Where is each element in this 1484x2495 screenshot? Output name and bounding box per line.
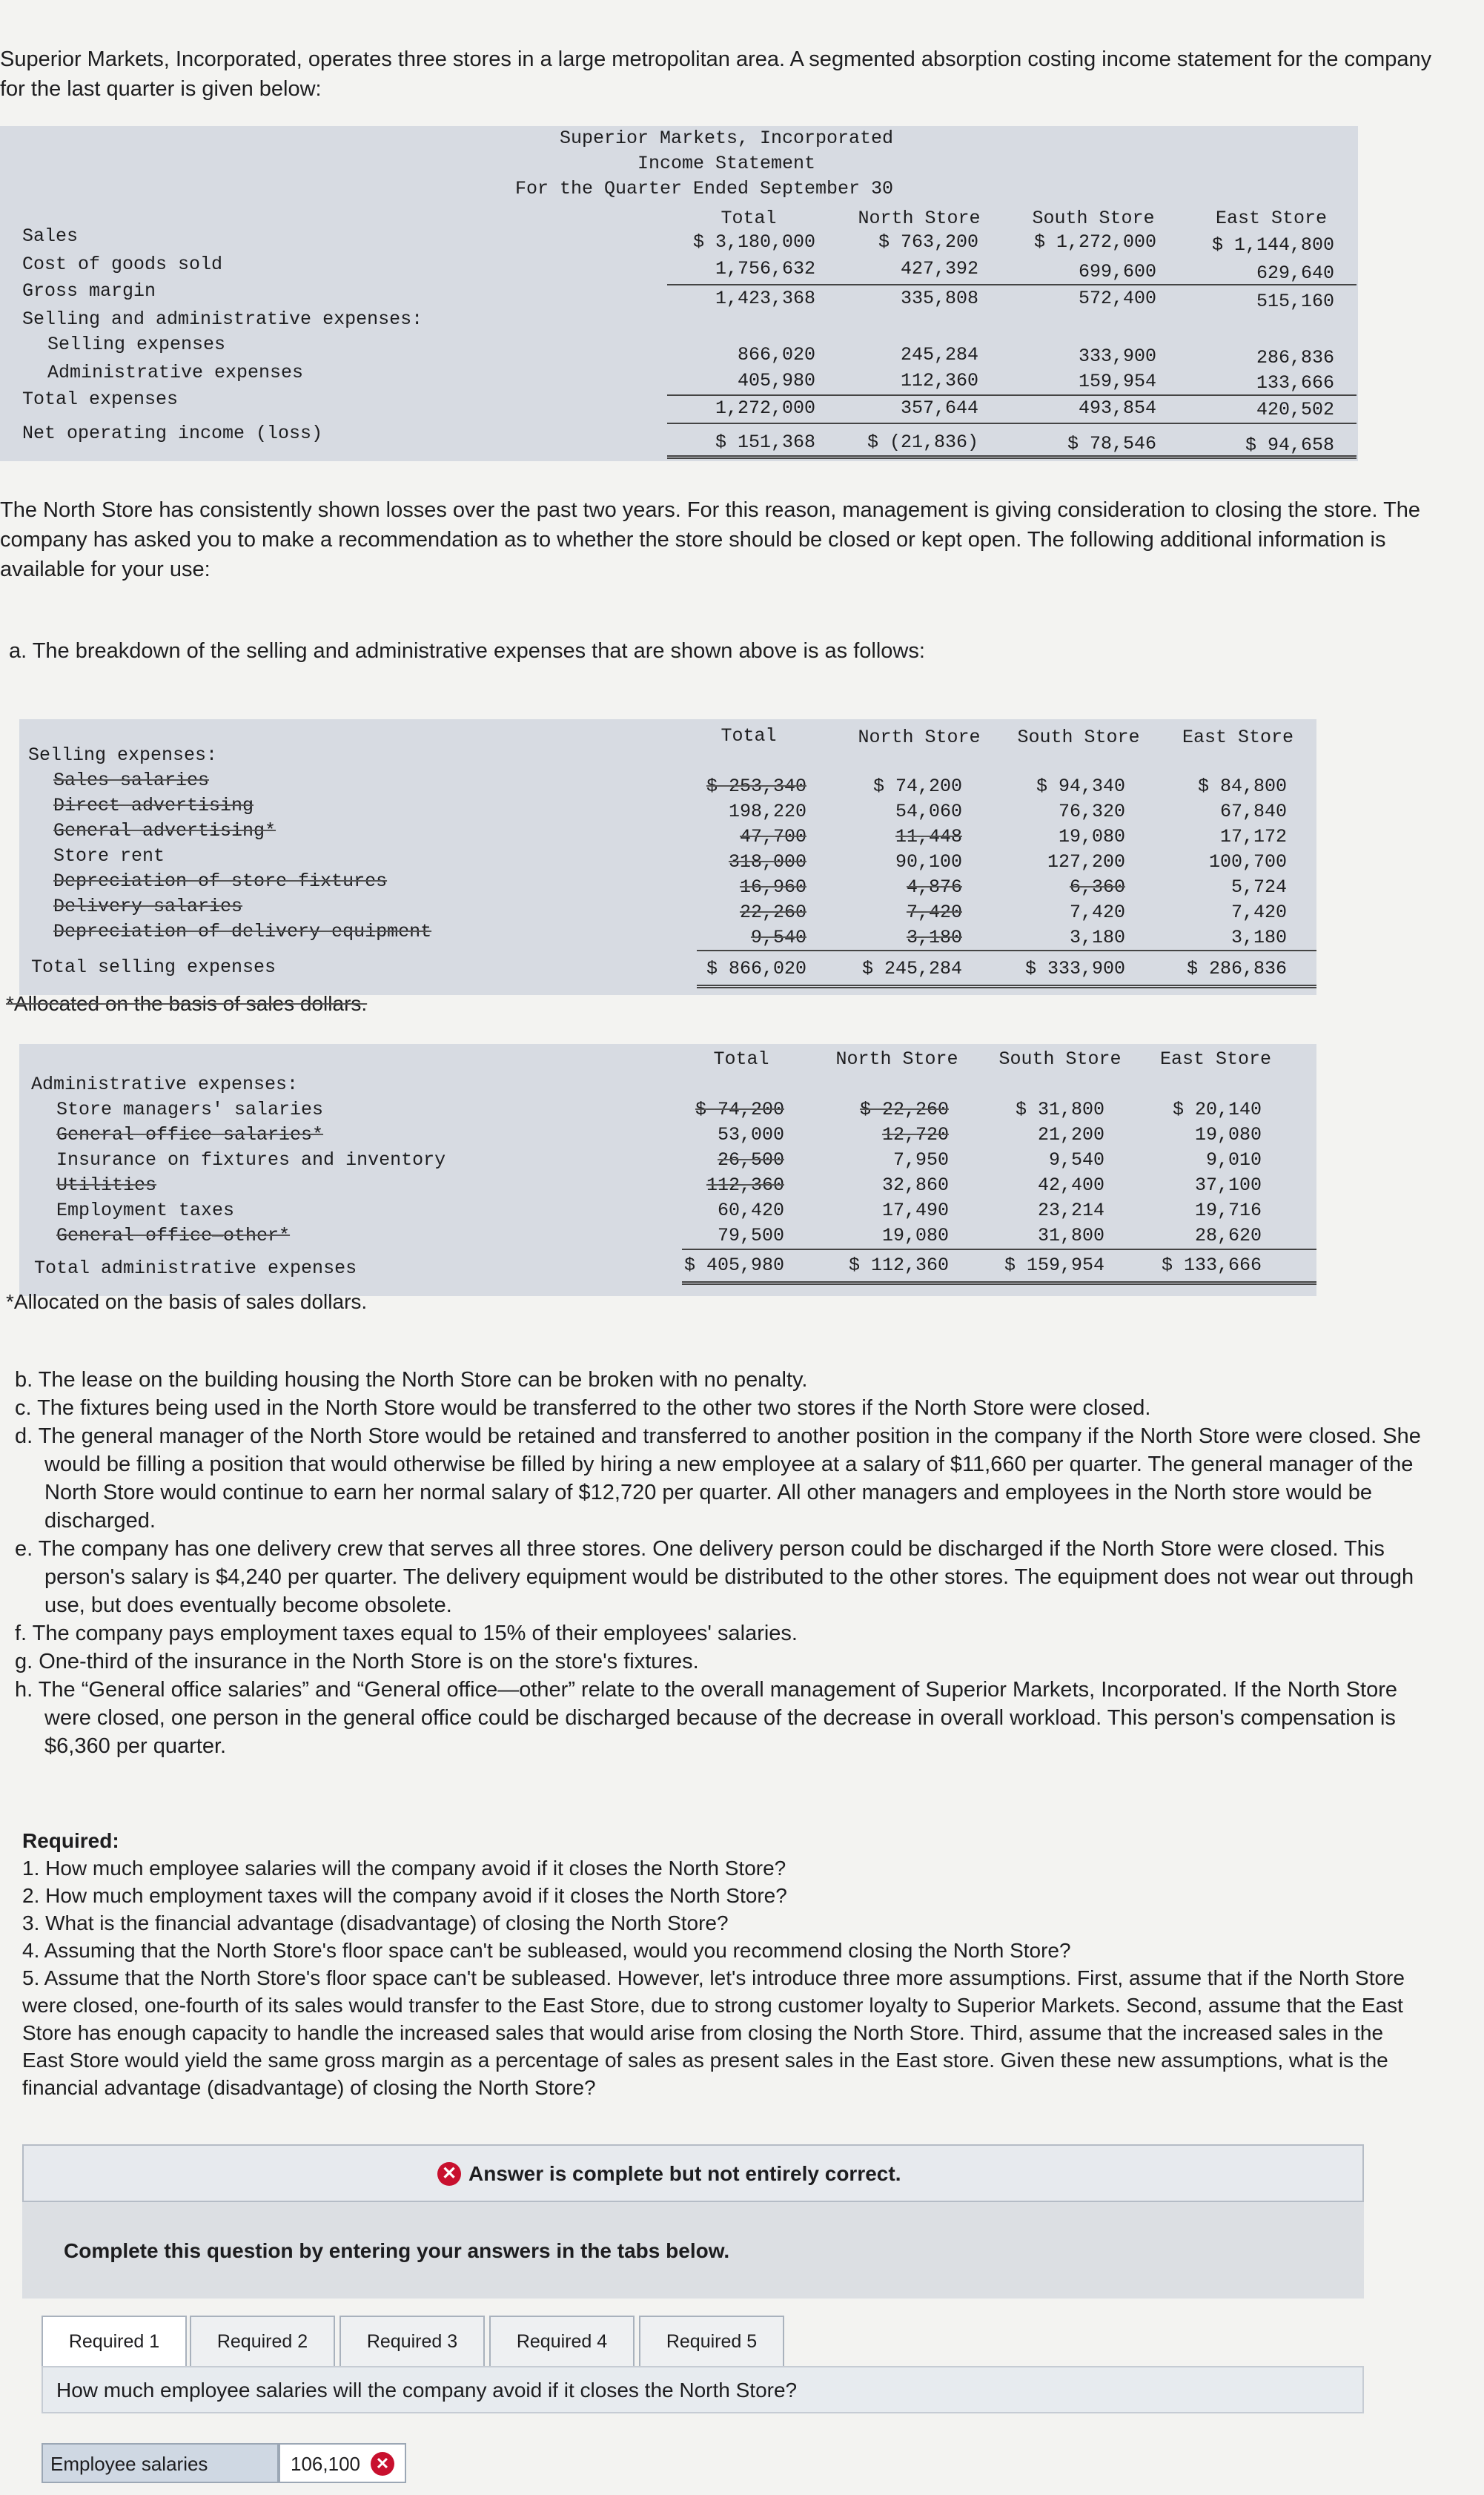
- fact-f: f. The company pays employment taxes equal to 15% of their employees' salaries.: [15, 1622, 798, 1645]
- sel-cell: 7,420: [906, 902, 962, 923]
- required-item-5: 5. Assume that the North Store's floor space can't be subleased. However, let's introduce three more assumptions. First, assume that if the North Store were closed, one-fourth of its sales would transfer to the East Store, due to strong customer loyalty to Superior Markets. Second, assume that the East Store has enough capacity to handle the increased sales that would arise from closing the North Store. Third, assume that the increased sales in the East Store would yield the same gross margin as a percentage of sales as present sales in the East store. Given these new assumptions, what is the financial advantage (disadvantage) of closing the North Store?: [22, 1966, 1405, 2099]
- is-cell: 629,640: [1256, 262, 1334, 284]
- adm-cell: 19,080: [881, 1225, 949, 1246]
- sel-cell: 318,000: [728, 851, 806, 873]
- sel-total-cell: $ 245,284: [861, 958, 962, 979]
- sel-row-label: Store rent: [53, 845, 165, 867]
- is-cell: $ 78,546: [1067, 433, 1156, 455]
- sel-cell: 198,220: [728, 801, 806, 822]
- adm-cell: 26,500: [717, 1149, 784, 1171]
- adm-cell: 31,800: [1037, 1225, 1104, 1246]
- sel-cell: 47,700: [739, 826, 806, 847]
- north-store-note: The North Store has consistently shown losses over the past two years. For this reason, management is giving consideration to closing the store. The company has asked you to make a recommendation as to whether the store should be closed or kept open. The following additional information is available for your use:: [0, 498, 1421, 581]
- tab-required-3[interactable]: Required 3: [339, 2316, 485, 2367]
- is-cell: 112,360: [900, 370, 978, 391]
- adm-cell: 21,200: [1037, 1124, 1104, 1146]
- sel-cell: 54,060: [895, 801, 962, 822]
- adm-total-cell: $ 133,666: [1161, 1255, 1262, 1276]
- sel-col-total: Total: [721, 725, 777, 747]
- tab-required-5[interactable]: Required 5: [639, 2316, 784, 2367]
- fact-e: e. The company has one delivery crew that serves all three stores. One delivery person could be discharged if the North Store were closed. This person's salary is $4,240 per quarter. The delivery equipment would be distributed to the other stores. The equipment does not wear out through use, but does eventually become obsolete.: [15, 1537, 1414, 1617]
- is-cell: 245,284: [900, 344, 978, 366]
- adm-row-label: General office—other*: [56, 1225, 291, 1246]
- adm-cell: 19,716: [1194, 1200, 1262, 1221]
- question-panel: [42, 2366, 1364, 2413]
- sel-col-north: North Store: [858, 727, 981, 748]
- is-cell: $ 3,180,000: [692, 231, 815, 253]
- sel-cell: 5,724: [1230, 876, 1287, 898]
- sel-row-label: Delivery salaries: [53, 896, 243, 917]
- sel-row-label: Sales salaries: [53, 770, 210, 791]
- is-col-north: North Store: [858, 208, 981, 229]
- sel-total-cell: $ 333,900: [1024, 958, 1125, 979]
- is-row-label: Net operating income (loss): [22, 423, 323, 444]
- is-cell: 493,854: [1078, 397, 1156, 419]
- is-row-label: Sales: [22, 225, 79, 247]
- is-cell: 866,020: [737, 344, 815, 366]
- sel-cell: 11,448: [895, 826, 962, 847]
- instruction-panel: [22, 2202, 1364, 2299]
- adm-total-cell: $ 159,954: [1004, 1255, 1104, 1276]
- answer-label-cell: [42, 2443, 279, 2483]
- fact-h: h. The “General office salaries” and “General office—other” relate to the overall management of Superior Markets, Incorporated. If the North Store were closed, one person in the general office could be discharged because of the decrease in overall workload. This person's compensation is $6,360 per quarter.: [15, 1678, 1398, 1758]
- answer-label: Employee salaries: [50, 2453, 208, 2475]
- intro-text: Superior Markets, Incorporated, operates three stores in a large metropolitan area. A segmented absorption costing income statement for the company for the last quarter is given below:: [0, 47, 1432, 101]
- sel-cell: 67,840: [1219, 801, 1287, 822]
- fact-c: c. The fixtures being used in the North Store would be transferred to the other two stores if the North Store were closed.: [15, 1396, 1151, 1420]
- required-item-2: 2. How much employment taxes will the company avoid if it closes the North Store?: [22, 1884, 787, 1907]
- sel-cell: 100,700: [1208, 851, 1287, 873]
- adm-cell: 79,500: [717, 1225, 784, 1246]
- adm-cell: $ 74,200: [695, 1099, 784, 1120]
- required-item-3: 3. What is the financial advantage (disadvantage) of closing the North Store?: [22, 1911, 729, 1934]
- sel-cell: 22,260: [739, 902, 806, 923]
- sel-col-east: East Store: [1182, 727, 1294, 748]
- is-col-east: East Store: [1215, 208, 1328, 229]
- sel-cell: 7,420: [1069, 902, 1125, 923]
- tab-required-2[interactable]: Required 2: [190, 2316, 335, 2367]
- incorrect-icon: ✕: [371, 2452, 394, 2476]
- sel-cell: 127,200: [1047, 851, 1125, 873]
- is-row-label: Selling and administrative expenses:: [22, 308, 423, 330]
- sel-cell: 3,180: [1230, 927, 1287, 948]
- sel-row-label: Depreciation of store fixtures: [53, 870, 388, 892]
- sel-cell: $ 84,800: [1197, 776, 1287, 797]
- adm-total-cell: $ 405,980: [683, 1255, 784, 1276]
- sel-total-cell: $ 286,836: [1186, 958, 1287, 979]
- required-section: [22, 1827, 1416, 2101]
- adm-cell: 112,360: [706, 1174, 784, 1196]
- is-cell: 286,836: [1256, 347, 1334, 369]
- is-row-label: Cost of goods sold: [22, 254, 223, 275]
- is-cell: 699,600: [1078, 261, 1156, 282]
- answer-value: 106,100: [291, 2453, 360, 2475]
- required-item-1: 1. How much employee salaries will the company avoid if it closes the North Store?: [22, 1857, 786, 1880]
- is-cell: 159,954: [1078, 371, 1156, 392]
- required-heading: Required:: [22, 1829, 119, 1852]
- is-cell: 1,272,000: [715, 397, 815, 419]
- is-row-label: Gross margin: [22, 280, 156, 302]
- is-cell: $ 151,368: [715, 432, 815, 453]
- is-col-south: South Store: [1032, 208, 1155, 229]
- adm-cell: $ 20,140: [1172, 1099, 1262, 1120]
- sel-cell: 6,360: [1069, 876, 1125, 898]
- adm-cell: 9,540: [1048, 1149, 1104, 1171]
- adm-col-south: South Store: [998, 1048, 1122, 1070]
- is-cell: 405,980: [737, 370, 815, 391]
- sel-cell: $ 253,340: [706, 776, 806, 797]
- sel-row-label: General advertising*: [53, 820, 276, 842]
- required-item-4: 4. Assuming that the North Store's floor space can't be subleased, would you recommend closing the North Store?: [22, 1939, 1071, 1962]
- part-a-intro: a. The breakdown of the selling and administrative expenses that are shown above is as follows:: [9, 639, 925, 663]
- sel-cell: 16,960: [739, 876, 806, 898]
- fact-b: b. The lease on the building housing the North Store can be broken with no penalty.: [15, 1368, 808, 1392]
- is-cell: 1,423,368: [715, 288, 815, 309]
- adm-cell: 12,720: [881, 1124, 949, 1146]
- adm-cell: 32,860: [881, 1174, 949, 1196]
- statement-company: Superior Markets, Incorporated: [559, 128, 894, 149]
- adm-cell: 37,100: [1194, 1174, 1262, 1196]
- adm-total-cell: $ 112,360: [848, 1255, 949, 1276]
- is-cell: 335,808: [900, 288, 978, 309]
- adm-col-east: East Store: [1159, 1048, 1272, 1070]
- adm-cell: 28,620: [1194, 1225, 1262, 1246]
- adm-row-label: Store managers' salaries: [56, 1099, 324, 1120]
- is-cell: 333,900: [1078, 346, 1156, 367]
- sel-row-label: Direct advertising: [53, 795, 254, 816]
- sel-row-label: Depreciation of delivery equipment: [53, 921, 432, 942]
- is-cell: 515,160: [1256, 291, 1334, 312]
- sel-col-south: South Store: [1017, 727, 1140, 748]
- adm-heading: Administrative expenses:: [31, 1074, 299, 1095]
- is-cell: 1,756,632: [715, 258, 815, 280]
- is-cell: $ 1,144,800: [1211, 234, 1334, 256]
- is-cell: $ 763,200: [878, 231, 978, 253]
- adm-cell: 9,010: [1205, 1149, 1262, 1171]
- is-col-total: Total: [721, 208, 777, 229]
- sel-cell: 17,172: [1219, 826, 1287, 847]
- is-cell: 572,400: [1078, 288, 1156, 309]
- is-cell: $ 94,658: [1245, 434, 1334, 456]
- is-row-label: Administrative expenses: [47, 362, 304, 383]
- sel-heading: Selling expenses:: [28, 744, 218, 766]
- adm-footnote: *Allocated on the basis of sales dollars.: [6, 1290, 368, 1313]
- is-cell: 357,644: [900, 397, 978, 419]
- adm-cell: 42,400: [1037, 1174, 1104, 1196]
- adm-cell: 23,214: [1037, 1200, 1104, 1221]
- adm-cell: 17,490: [881, 1200, 949, 1221]
- tab-required-4[interactable]: Required 4: [489, 2316, 635, 2367]
- answer-status-text: Answer is complete but not entirely correct.: [468, 2162, 901, 2185]
- sel-cell: $ 74,200: [872, 776, 962, 797]
- is-cell: 133,666: [1256, 372, 1334, 394]
- adm-col-north: North Store: [835, 1048, 958, 1070]
- is-cell: $ (21,836): [867, 432, 978, 453]
- is-cell: 427,392: [900, 258, 978, 280]
- is-row-label: Selling expenses: [47, 334, 226, 355]
- adm-total-label: Total administrative expenses: [34, 1258, 357, 1279]
- sel-cell: 90,100: [895, 851, 962, 873]
- instruction-text: Complete this question by entering your answers in the tabs below.: [64, 2239, 730, 2262]
- adm-cell: 7,950: [892, 1149, 949, 1171]
- adm-row-label: General office salaries*: [56, 1124, 324, 1146]
- sel-cell: 19,080: [1058, 826, 1125, 847]
- sel-total-cell: $ 866,020: [706, 958, 806, 979]
- sel-cell: 4,876: [906, 876, 962, 898]
- sel-cell: 3,180: [906, 927, 962, 948]
- is-row-label: Total expenses: [22, 389, 179, 410]
- sel-cell: 9,540: [750, 927, 806, 948]
- sel-cell: 3,180: [1069, 927, 1125, 948]
- sel-cell: $ 94,340: [1036, 776, 1125, 797]
- employee-salaries-input[interactable]: [279, 2443, 406, 2483]
- adm-cell: $ 22,260: [859, 1099, 949, 1120]
- question-text: How much employee salaries will the company avoid if it closes the North Store?: [56, 2379, 798, 2402]
- is-cell: $ 1,272,000: [1033, 231, 1156, 253]
- facts-list: [15, 1366, 1438, 1760]
- adm-cell: 19,080: [1194, 1124, 1262, 1146]
- incorrect-icon: ✕: [437, 2162, 461, 2186]
- sel-total-label: Total selling expenses: [31, 956, 276, 978]
- adm-col-total: Total: [713, 1048, 769, 1070]
- statement-title: Income Statement: [637, 153, 816, 174]
- adm-row-label: Employment taxes: [56, 1200, 235, 1221]
- adm-row-label: Insurance on fixtures and inventory: [56, 1149, 446, 1171]
- sel-cell: 7,420: [1230, 902, 1287, 923]
- adm-cell: 60,420: [717, 1200, 784, 1221]
- fact-d: d. The general manager of the North Store would be retained and transferred to another position in the company if the North Store were closed. She would be filling a position that would otherwise be filled by hiring a new employee at a salary of $11,660 per quarter. The general manager of the North Store would continue to earn her normal salary of $12,720 per quarter. All other managers and employees in the North store would be discharged.: [15, 1424, 1421, 1533]
- adm-cell: 53,000: [717, 1124, 784, 1146]
- adm-cell: $ 31,800: [1015, 1099, 1104, 1120]
- tab-required-1[interactable]: Required 1: [42, 2316, 187, 2367]
- is-cell: 420,502: [1256, 399, 1334, 420]
- answer-status-banner: [22, 2144, 1364, 2202]
- adm-row-label: Utilities: [56, 1174, 157, 1196]
- sel-footnote: *Allocated on the basis of sales dollars.: [6, 992, 368, 1015]
- sel-cell: 76,320: [1058, 801, 1125, 822]
- fact-g: g. One-third of the insurance in the North Store is on the store's fixtures.: [15, 1650, 699, 1673]
- statement-period: For the Quarter Ended September 30: [514, 178, 894, 199]
